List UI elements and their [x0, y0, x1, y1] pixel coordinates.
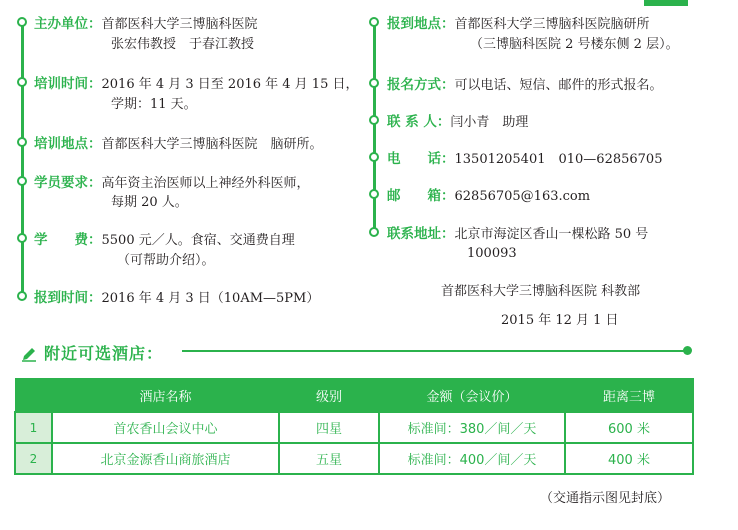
training-time-value-line2: 学期：11 天。 — [111, 97, 197, 112]
training-time-value: 2016 年 4 月 3 日至 2016 年 4 月 15 日， — [101, 77, 359, 92]
table-row — [15, 443, 693, 474]
timeline-dot — [17, 233, 27, 243]
contact-value: 闫小青 助理 — [450, 115, 529, 130]
check-in-time-label: 报到时间： — [34, 290, 102, 306]
header-cell-hotel-name: 酒店名称 — [52, 379, 279, 413]
requirements-label: 学员要求： — [34, 175, 102, 191]
check-in-place-item — [387, 14, 650, 35]
timeline-dot — [17, 291, 27, 301]
phone-item — [387, 149, 662, 170]
email-value: 62856705@163.com — [454, 189, 591, 204]
heading-rule — [182, 350, 686, 352]
timeline-dot — [369, 189, 379, 199]
header-cell-distance: 距离三博 — [565, 379, 693, 413]
training-place-item — [34, 134, 323, 155]
check-in-place-value-line2: （三博脑科医院 2 号楼东侧 2 层）。 — [470, 37, 679, 52]
check-in-place-label: 报到地点： — [387, 16, 455, 32]
check-in-time-value: 2016 年 4 月 3 日（10AM—5PM） — [101, 291, 320, 306]
contact-item — [387, 112, 528, 133]
row-number: 2 — [15, 443, 52, 474]
timeline-dot — [17, 77, 27, 87]
registration-item — [387, 75, 663, 96]
header-cell-number — [15, 379, 52, 413]
check-in-time-item — [34, 288, 319, 309]
fee-value: 5500 元／人。食宿、交通费自理 — [101, 233, 295, 248]
fee-item — [34, 230, 295, 251]
hotel-name-cell: 北京金源香山商旅酒店 — [52, 443, 279, 474]
requirements-value: 高年资主治医师以上神经外科医师， — [101, 176, 310, 191]
fee-value-line2: （可帮助介绍）。 — [117, 253, 215, 268]
header-cell-price: 金额（会议价） — [379, 379, 565, 413]
timeline-dot — [17, 137, 27, 147]
email-item — [387, 186, 590, 207]
timeline-dot — [369, 78, 379, 88]
email-label: 邮 箱： — [387, 188, 455, 204]
distance-cell: 400 米 — [565, 443, 693, 474]
host-value-line2: 张宏伟教授 于春江教授 — [111, 37, 255, 52]
training-place-value: 首都医科大学三博脑科医院 脑研所。 — [101, 137, 323, 152]
timeline-dot — [369, 227, 379, 237]
requirements-item — [34, 173, 310, 194]
corner-tab — [644, 0, 688, 6]
price-cell: 标准间：400／间／天 — [379, 443, 565, 474]
registration-label: 报名方式： — [387, 77, 455, 93]
rating-cell: 四星 — [279, 412, 379, 443]
training-place-label: 培训地点： — [34, 136, 102, 152]
left-timeline — [21, 22, 24, 298]
table-header-row — [15, 379, 693, 413]
phone-label: 电 话： — [387, 151, 455, 167]
contact-label: 联 系 人： — [387, 114, 451, 130]
heading-rule-end-dot — [683, 346, 692, 355]
registration-value: 可以电话、短信、邮件的形式报名。 — [454, 78, 663, 93]
pencil-icon — [20, 344, 38, 362]
fee-label: 学 费： — [34, 232, 102, 248]
address-label: 联系地址： — [387, 226, 455, 242]
hotels-heading — [20, 341, 163, 364]
issuer-date: 2015 年 12 月 1 日 — [501, 313, 619, 328]
timeline-dot — [369, 152, 379, 162]
table-row — [15, 412, 693, 443]
rating-cell: 五星 — [279, 443, 379, 474]
hotel-name-cell: 首农香山会议中心 — [52, 412, 279, 443]
address-value: 北京市海淀区香山一棵松路 50 号 — [454, 227, 649, 242]
check-in-place-value: 首都医科大学三博脑科医院脑研所 — [454, 17, 650, 32]
training-time-item — [34, 74, 358, 95]
row-number: 1 — [15, 412, 52, 443]
distance-cell: 600 米 — [565, 412, 693, 443]
right-timeline — [373, 22, 376, 234]
host-item — [34, 14, 258, 35]
hotels-heading-text: 附近可选酒店： — [44, 344, 164, 363]
header-cell-rating: 级别 — [279, 379, 379, 413]
host-label: 主办单位： — [34, 16, 102, 32]
address-value-line2: 100093 — [467, 246, 517, 261]
address-item — [387, 224, 648, 245]
hotels-table — [14, 378, 694, 475]
requirements-value-line2: 每期 20 人。 — [111, 195, 188, 210]
timeline-dot — [17, 17, 27, 27]
issuer-org: 首都医科大学三博脑科医院 科教部 — [441, 284, 641, 299]
host-value: 首都医科大学三博脑科医院 — [101, 17, 258, 32]
training-time-label: 培训时间： — [34, 76, 102, 92]
phone-value: 13501205401 010—62856705 — [454, 152, 663, 167]
timeline-dot — [369, 115, 379, 125]
timeline-dot — [17, 176, 27, 186]
price-cell: 标准间：380／间／天 — [379, 412, 565, 443]
map-footnote: （交通指示图见封底） — [540, 491, 671, 506]
timeline-dot — [369, 17, 379, 27]
